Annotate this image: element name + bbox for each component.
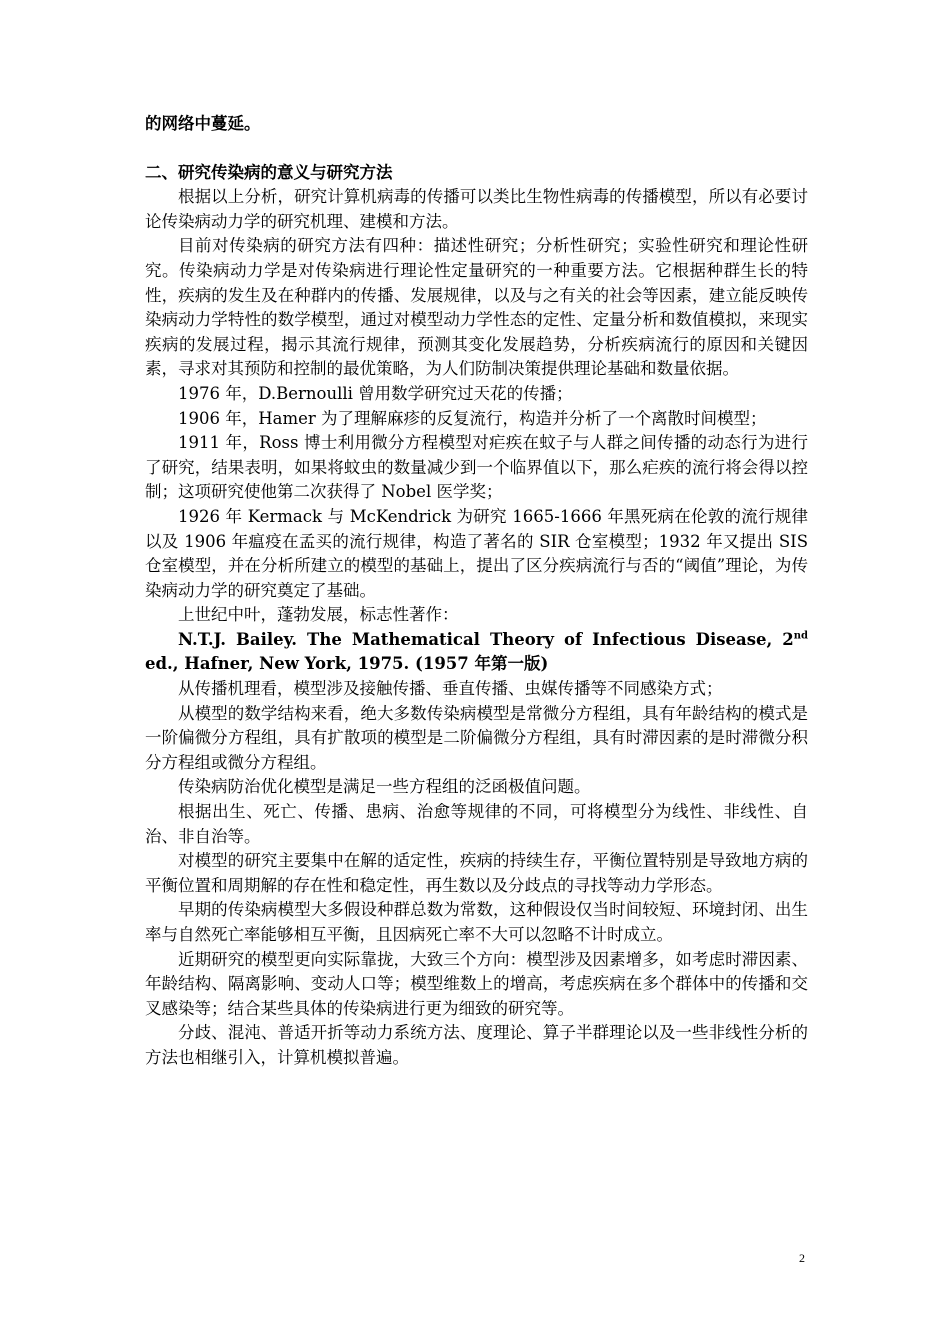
paragraph: 上世纪中叶，蓬勃发展，标志性著作： bbox=[178, 605, 459, 625]
paragraph: 近期研究的模型更向实际靠拢，大致三个方向：模型涉及因素增多，如考虑时滞因素、年龄结构、隔离影响、变动人口等；模型维数上的增高，考虑疾病在多个群体中的传播和交叉感染等；结合某些具体的传染病进行更为细致的研究等。 bbox=[145, 949, 808, 1018]
paragraph: 1906 年，Hamer 为了理解麻疹的反复流行，构造并分析了一个离散时间模型； bbox=[178, 408, 767, 428]
page-number: 2 bbox=[799, 1251, 805, 1265]
section-heading: 二、研究传染病的意义与研究方法 bbox=[145, 162, 393, 182]
reference-superscript: nd bbox=[793, 630, 808, 642]
paragraph: 根据出生、死亡、传播、患病、治愈等规律的不同，可将模型分为线性、非线性、自治、非自治等。 bbox=[145, 802, 808, 846]
paragraph: 目前对传染病的研究方法有四种：描述性研究；分析性研究；实验性研究和理论性研究。传染病动力学是对传染病进行理论性定量研究的一种重要方法。它根据种群生长的特性，疾病的发生及在种群内的传播、发展规律，以及与之有关的社会等因素，建立能反映传染病动力学特性的数学模型，通过对模型动力学性态的定性、定量分析和数值模拟，来现实疾病的发展过程，揭示其流行规律，预测其变化发展趋势，分析疾病流行的原因和关键因素，寻求对其预防和控制的最优策略，为人们防制决策提供理论基础和数量依据。 bbox=[145, 236, 808, 379]
paragraph: 从传播机理看，模型涉及接触传播、垂直传播、虫媒传播等不同感染方式； bbox=[178, 679, 723, 699]
reference-part2: ed., Hafner, New York, 1975. (1957 年第一版) bbox=[145, 654, 549, 674]
paragraph: 分歧、混沌、普适开折等动力系统方法、度理论、算子半群理论以及一些非线性分析的方法也相继引入，计算机模拟普遍。 bbox=[145, 1023, 808, 1067]
document-page bbox=[145, 112, 808, 1071]
spacer bbox=[145, 137, 808, 161]
reference-part1: N.T.J. Bailey. The Mathematical Theory of Infectious Disease, 2 bbox=[178, 629, 794, 649]
paragraph: 1911 年，Ross 博士利用微分方程模型对疟疾在蚊子与人群之间传播的动态行为进行了研究，结果表明，如果将蚊虫的数量减少到一个临界值以下，那么疟疾的流行将会得以控制；这项研究使他第二次获得了 Nobel 医学奖； bbox=[145, 433, 808, 502]
paragraph: 早期的传染病模型大多假设种群总数为常数，这种假设仅当时间较短、环境封闭、出生率与自然死亡率能够相互平衡，且因病死亡率不大可以忽略不计时成立。 bbox=[145, 900, 808, 944]
paragraph: 1926 年 Kermack 与 McKendrick 为研究 1665-1666 年黑死病在伦敦的流行规律以及 1906 年瘟疫在孟买的流行规律，构造了著名的 SIR 仓室模型；1932 年又提出 SIS 仓室模型，并在分析所建立的模型的基础上，提出了区分疾病流行与否的“阈值”理论，为传染病动力学的研究奠定了基础。 bbox=[145, 506, 808, 600]
reference-citation bbox=[145, 628, 808, 677]
paragraph: 从模型的数学结构来看，绝大多数传染病模型是常微分方程组，具有年龄结构的模式是一阶偏微分方程组，具有扩散项的模型是二阶偏微分方程组，具有时滞因素的是时滞微分积分方程组或微分方程组。 bbox=[145, 703, 808, 772]
continuation-text: 的网络中蔓延。 bbox=[145, 114, 261, 133]
paragraph: 传染病防治优化模型是满足一些方程组的泛函极值问题。 bbox=[178, 777, 591, 797]
paragraph: 根据以上分析，研究计算机病毒的传播可以类比生物性病毒的传播模型，所以有必要讨论传染病动力学的研究机理、建模和方法。 bbox=[145, 187, 808, 231]
paragraph: 对模型的研究主要集中在解的适定性，疾病的持续生存，平衡位置特别是导致地方病的平衡位置和周期解的存在性和稳定性，再生数以及分歧点的寻找等动力学形态。 bbox=[145, 851, 808, 895]
paragraph: 1976 年，D.Bernoulli 曾用数学研究过天花的传播； bbox=[178, 383, 573, 403]
